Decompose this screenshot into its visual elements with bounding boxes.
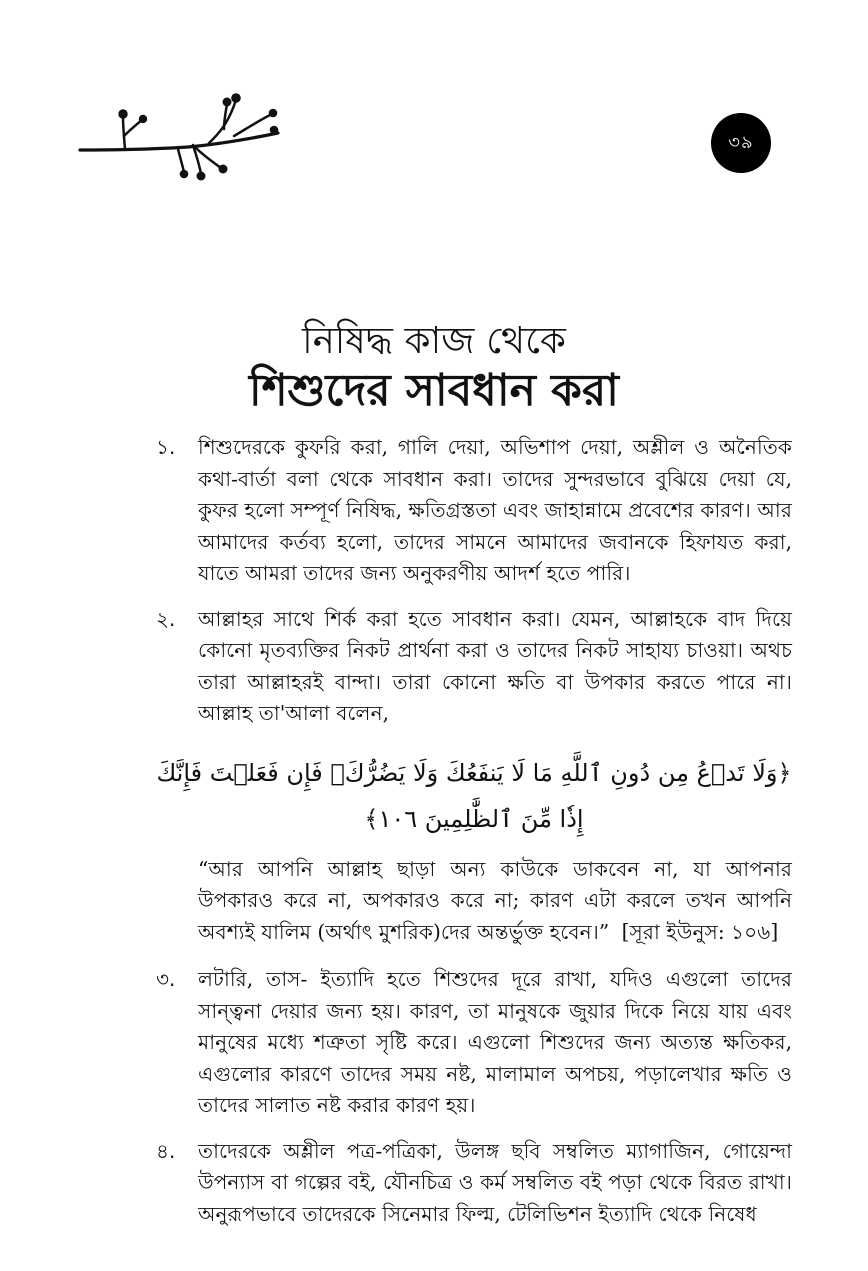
verse-translation bbox=[198, 854, 792, 949]
page-number-badge: ৩৯ bbox=[711, 113, 771, 173]
list-item bbox=[156, 1136, 792, 1231]
list-item-number: ৩. bbox=[156, 967, 176, 991]
list-item-number: ১. bbox=[156, 435, 176, 459]
list-item-text: তাদেরকে অশ্লীল পত্র-পত্রিকা, উলঙ্গ ছবি সম্বলিত ম্যাগাজিন, গোয়েন্দা উপন্যাস বা গল্পের বই, যৌনচিত্র ও কর্ম সম্বলিত বই পড়া থেকে বিরত রাখা। অনুরূপভাবে তাদেরকে সিনেমার ফিল্ম, টেলিভিশন ইত্যাদি থেকে নিষেধ bbox=[198, 1138, 792, 1226]
list-item-number: ২. bbox=[156, 606, 176, 631]
chapter-title-line-1: নিষিদ্ধ কাজ থেকে bbox=[302, 319, 566, 362]
list-item bbox=[156, 604, 792, 730]
list-item-text: শিশুদেরকে কুফরি করা, গালি দেয়া, অভিশাপ দেয়া, অশ্লীল ও অনৈতিক কথা-বার্তা বলা থেকে সাবধান করা। তাদের সুন্দরভাবে বুঝিয়ে দেয়া যে, কুফর হলো সম্পূর্ণ নিষিদ্ধ, ক্ষতিগ্রস্ততা এবং জাহান্নামে প্রবেশের কারণ। আর আমাদের কর্তব্য হলো, তাদের সামনে আমাদের জবানকে হিফাযত করা, যাতে আমরা তাদের জন্য অনুকরণীয় আদর্শ হতে পারি। bbox=[198, 435, 792, 585]
branch-icon bbox=[76, 92, 286, 187]
list-item bbox=[156, 964, 792, 1122]
list-item bbox=[156, 432, 792, 590]
chapter-title-line-2: শিশুদের সাবধান করা bbox=[249, 365, 619, 416]
article-body bbox=[156, 432, 792, 1244]
list-item-number: ৪. bbox=[156, 1138, 176, 1163]
verse-translation-text: “আর আপনি আল্লাহ ছাড়া অন্য কাউকে ডাকবেন না, যা আপনার উপকারও করে না, অপকারও করে না; কারণ এটা করলে তখন আপনি অবশ্যই যালিম (অর্থাৎ মুশরিক)দের অন্তর্ভুক্ত হবেন।” bbox=[198, 856, 792, 944]
list-item-text: আল্লাহর সাথে শির্ক করা হতে সাবধান করা। যেমন, আল্লাহকে বাদ দিয়ে কোনো মৃতব্যক্তির নিকট প্রার্থনা করা ও তাদের নিকট সাহায্য চাওয়া। অথচ তারা আল্লাহরই বান্দা। তারা কোনো ক্ষতি বা উপকার করতে পারে না। আল্লাহ তা'আলা বলেন, bbox=[198, 606, 792, 725]
verse-source: [সূরা ইউনুস: ১০৬] bbox=[621, 919, 779, 944]
list-item-text: লটারি, তাস- ইত্যাদি হতে শিশুদের দূরে রাখা, যদিও এগুলো তাদের সান্ত্বনা দেয়ার জন্য হয়। কারণ, তা মানুষকে জুয়ার দিকে নিয়ে যায় এবং মানুষের মধ্যে শত্রুতা সৃষ্টি করে। এগুলো শিশুদের জন্য অত্যন্ত ক্ষতিকর, এগুলোর কারণে তাদের সময় নষ্ট, মালামাল অপচয়, পড়ালেখার ক্ষতি ও তাদের সালাত নষ্ট করার কারণ হয়। bbox=[198, 967, 792, 1117]
quran-verse-arabic: ﴿وَلَا تَدۡعُ مِن دُونِ ٱللَّهِ مَا لَا يَنفَعُكَ وَلَا يَضُرُّكَۖ فَإِن فَعَلۡتَ فَإِنَّكَ إِذٗا مِّنَ ٱلظَّٰلِمِينَ ١٠٦﴾ bbox=[156, 758, 792, 833]
